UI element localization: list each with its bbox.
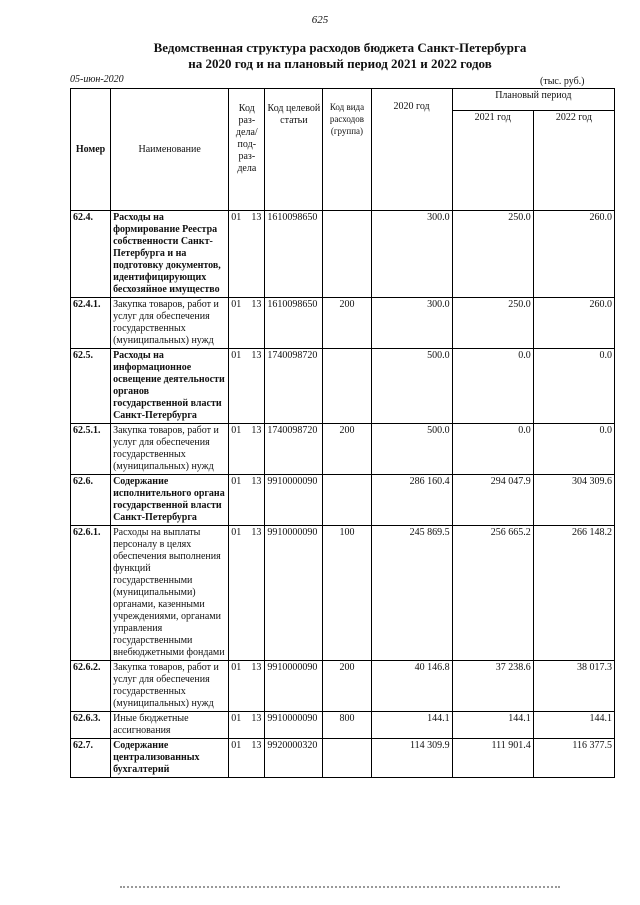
row-value-2021: 250.0 [452,211,533,298]
row-razdel [229,475,265,526]
row-value-2021: 256 665.2 [452,526,533,661]
row-razdel [229,298,265,349]
table-row [71,712,615,739]
row-target-article: 1610098650 [265,211,323,298]
row-expense-type [323,475,371,526]
row-value-2020: 300.0 [371,211,452,298]
row-value-2022: 260.0 [533,211,614,298]
row-value-2020: 500.0 [371,349,452,424]
row-expense-type: 100 [323,526,371,661]
row-target-article: 9910000090 [265,712,323,739]
row-value-2022: 266 148.2 [533,526,614,661]
row-value-2022: 0.0 [533,349,614,424]
row-value-2020: 245 869.5 [371,526,452,661]
row-number: 62.4. [71,211,111,298]
row-razdel-code: 01 [231,299,242,310]
budget-table [70,88,615,778]
row-value-2021: 144.1 [452,712,533,739]
row-subrazdel-code: 13 [251,662,262,673]
row-number: 62.5. [71,349,111,424]
row-value-2021: 294 047.9 [452,475,533,526]
page-number: 625 [311,14,329,26]
row-expense-type: 800 [323,712,371,739]
row-value-2021: 0.0 [452,424,533,475]
header-year-2020: 2020 год [371,89,452,211]
row-target-article: 1740098720 [265,349,323,424]
row-razdel-code: 01 [231,713,242,724]
row-target-article: 1610098650 [265,298,323,349]
row-value-2022: 144.1 [533,712,614,739]
row-razdel [229,661,265,712]
row-razdel [229,424,265,475]
row-razdel [229,349,265,424]
row-razdel-code: 01 [231,425,242,436]
row-name: Закупка товаров, работ и услуг для обеспечения государственных (муниципальных) нужд [111,424,229,475]
header-target-article: Код целевой статьи [265,89,323,211]
header-number: Номер [71,89,111,211]
row-name: Расходы на формирование Реестра собственности Санкт-Петербурга и на подготовку документов, идентифицирующих бесхозяйное имущество [111,211,229,298]
header-razdel: Код раз-дела/ под-раз-дела [229,89,265,211]
row-value-2021: 37 238.6 [452,661,533,712]
table-row [71,526,615,661]
row-value-2022: 260.0 [533,298,614,349]
row-razdel [229,712,265,739]
row-razdel-code: 01 [231,212,242,223]
row-value-2020: 40 146.8 [371,661,452,712]
row-value-2020: 300.0 [371,298,452,349]
row-expense-type [323,211,371,298]
row-target-article: 9920000320 [265,739,323,778]
row-value-2021: 250.0 [452,298,533,349]
row-value-2022: 0.0 [533,424,614,475]
row-value-2022: 304 309.6 [533,475,614,526]
row-target-article: 9910000090 [265,661,323,712]
row-razdel-code: 01 [231,476,242,487]
row-razdel [229,526,265,661]
row-subrazdel-code: 13 [251,350,262,361]
document-date: 05-июн-2020 [70,74,124,85]
title-line-2: на 2020 год и на плановый период 2021 и 2022 годов [188,56,492,71]
row-name: Расходы на выплаты персоналу в целях обеспечения выполнения функций государственными (муниципальными) органами, казенными учреждениями, органами управления государственными внебюджетными фондами [111,526,229,661]
row-name: Закупка товаров, работ и услуг для обеспечения государственных (муниципальных) нужд [111,661,229,712]
header-year-2022: 2022 год [533,111,614,211]
row-number: 62.7. [71,739,111,778]
row-razdel [229,739,265,778]
row-number: 62.6. [71,475,111,526]
row-expense-type [323,739,371,778]
row-name: Закупка товаров, работ и услуг для обеспечения государственных (муниципальных) нужд [111,298,229,349]
row-razdel-code: 01 [231,740,242,751]
table-row [71,211,615,298]
row-value-2021: 111 901.4 [452,739,533,778]
table-body [71,211,615,778]
units-label: (тыс. руб.) [540,76,585,87]
row-value-2021: 0.0 [452,349,533,424]
row-subrazdel-code: 13 [251,476,262,487]
row-razdel [229,211,265,298]
row-number: 62.4.1. [71,298,111,349]
row-name: Расходы на информационное освещение деятельности органов государственной власти Санкт-Петербурга [111,349,229,424]
table-row [71,475,615,526]
row-subrazdel-code: 13 [251,425,262,436]
row-value-2020: 114 309.9 [371,739,452,778]
title-line-1: Ведомственная структура расходов бюджета Санкт-Петербурга [153,40,527,55]
row-subrazdel-code: 13 [251,713,262,724]
table-row [71,661,615,712]
footer-separator [120,886,560,891]
row-razdel-code: 01 [231,662,242,673]
row-name: Содержание исполнительного органа государственной власти Санкт-Петербурга [111,475,229,526]
header-year-2021: 2021 год [452,111,533,211]
row-target-article: 1740098720 [265,424,323,475]
row-subrazdel-code: 13 [251,212,262,223]
document-title [60,40,620,72]
row-value-2020: 286 160.4 [371,475,452,526]
row-subrazdel-code: 13 [251,740,262,751]
row-expense-type: 200 [323,298,371,349]
table-row [71,349,615,424]
row-value-2020: 144.1 [371,712,452,739]
row-expense-type: 200 [323,424,371,475]
row-number: 62.6.3. [71,712,111,739]
row-subrazdel-code: 13 [251,527,262,538]
header-expense-type: Код вида расходов (группа) [323,89,371,211]
row-number: 62.6.1. [71,526,111,661]
row-expense-type: 200 [323,661,371,712]
row-expense-type [323,349,371,424]
row-target-article: 9910000090 [265,475,323,526]
header-name: Наименование [111,89,229,211]
row-razdel-code: 01 [231,350,242,361]
row-value-2020: 500.0 [371,424,452,475]
table-row [71,424,615,475]
row-name: Содержание централизованных бухгалтерий [111,739,229,778]
header-plan-period: Плановый период [452,89,614,111]
row-value-2022: 38 017.3 [533,661,614,712]
row-name: Иные бюджетные ассигнования [111,712,229,739]
row-number: 62.5.1. [71,424,111,475]
row-razdel-code: 01 [231,527,242,538]
table-row [71,298,615,349]
row-number: 62.6.2. [71,661,111,712]
row-value-2022: 116 377.5 [533,739,614,778]
row-target-article: 9910000090 [265,526,323,661]
row-subrazdel-code: 13 [251,299,262,310]
table-row [71,739,615,778]
